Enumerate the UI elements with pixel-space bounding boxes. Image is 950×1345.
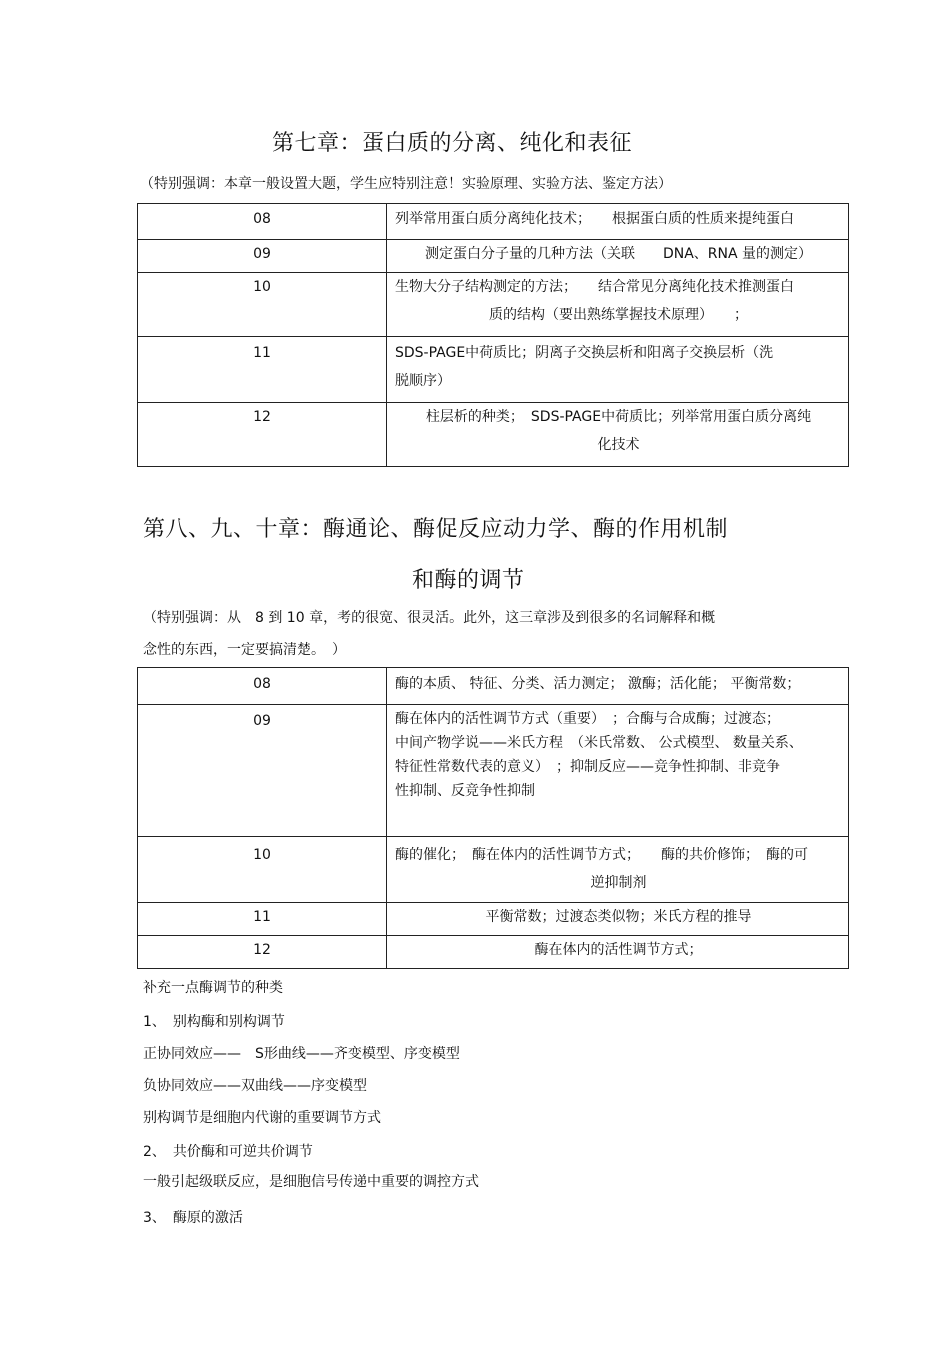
- supplement-line-4: 一般引起级联反应，是细胞信号传递中重要的调控方式: [143, 1174, 479, 1190]
- table-row: [138, 337, 849, 403]
- year-cell: 10: [138, 837, 387, 903]
- topic-cell: 酶在体内的活性调节方式；: [387, 936, 849, 969]
- table-row: [138, 903, 849, 936]
- year-cell: 10: [138, 273, 387, 337]
- topic-cell: 柱层析的种类； SDS-PAGE中荷质比；列举常用蛋白质分离纯 化技术: [387, 403, 849, 467]
- topic-cell: 生物大分子结构测定的方法； 结合常见分离纯化技术推测蛋白 质的结构（要出熟练掌握技术原理） ；: [387, 273, 849, 337]
- topic-cell: 平衡常数；过渡态类似物；米氏方程的推导: [387, 903, 849, 936]
- table-row: [138, 204, 849, 240]
- chapter8-title-line2: 和酶的调节: [412, 568, 525, 593]
- year-cell: 08: [138, 204, 387, 240]
- table-row: [138, 705, 849, 837]
- supplement-line-1: 正协同效应—— S形曲线——齐变模型、序变模型: [143, 1046, 460, 1062]
- chapter7-table: [137, 203, 849, 467]
- year-cell: 12: [138, 403, 387, 467]
- supplement-item-2: 2、 共价酶和可逆共价调节: [143, 1144, 313, 1160]
- year-cell: 09: [138, 240, 387, 273]
- year-cell: 09: [138, 705, 387, 837]
- chapter8-title-line1: 第八、九、十章：酶通论、酶促反应动力学、酶的作用机制: [143, 517, 729, 542]
- topic-cell: 列举常用蛋白质分离纯化技术； 根据蛋白质的性质来提纯蛋白: [387, 204, 849, 240]
- topic-cell: 酶的本质、 特征、分类、活力测定； 激酶；活化能； 平衡常数；: [387, 668, 849, 705]
- year-cell: 08: [138, 668, 387, 705]
- chapter7-title: 第七章：蛋白质的分离、纯化和表征: [272, 131, 633, 156]
- topic-cell: 酶的催化； 酶在体内的活性调节方式； 酶的共价修饰； 酶的可 逆抑制剂: [387, 837, 849, 903]
- table-row: [138, 403, 849, 467]
- topic-cell: 酶在体内的活性调节方式（重要） ；合酶与合成酶；过渡态； 中间产物学说——米氏方程 （米氏常数、 公式模型、 数量关系、 特征性常数代表的意义） ；抑制反应——竞争性抑制、非竞争 性抑制、反竞争性抑制: [387, 705, 849, 837]
- table-row: [138, 837, 849, 903]
- chapter8-note-line2: 念性的东西，一定要搞清楚。 ）: [143, 642, 346, 658]
- supplement-item-3: 3、 酶原的激活: [143, 1210, 243, 1226]
- supplement-line-2: 负协同效应——双曲线——序变模型: [143, 1078, 367, 1094]
- year-cell: 11: [138, 337, 387, 403]
- table-row: [138, 936, 849, 969]
- year-cell: 11: [138, 903, 387, 936]
- topic-cell: SDS-PAGE中荷质比；阴离子交换层析和阳离子交换层析（洗 脱顺序）: [387, 337, 849, 403]
- supplement-item-1: 1、 别构酶和别构调节: [143, 1014, 285, 1030]
- supplement-line-3: 别构调节是细胞内代谢的重要调节方式: [143, 1110, 381, 1126]
- chapter8-note-line1: （特别强调：从 8 到 10 章，考的很宽、很灵活。此外，这三章涉及到很多的名词解释和概: [143, 610, 716, 626]
- table-row: [138, 240, 849, 273]
- supplement-heading: 补充一点酶调节的种类: [143, 980, 283, 996]
- year-cell: 12: [138, 936, 387, 969]
- topic-cell: 测定蛋白分子量的几种方法（关联 DNA、RNA 量的测定）: [387, 240, 849, 273]
- table-row: [138, 273, 849, 337]
- table-row: [138, 668, 849, 705]
- chapter7-note: （特别强调：本章一般设置大题，学生应特别注意！实验原理、实验方法、鉴定方法）: [140, 176, 672, 192]
- chapter8-table: [137, 667, 849, 969]
